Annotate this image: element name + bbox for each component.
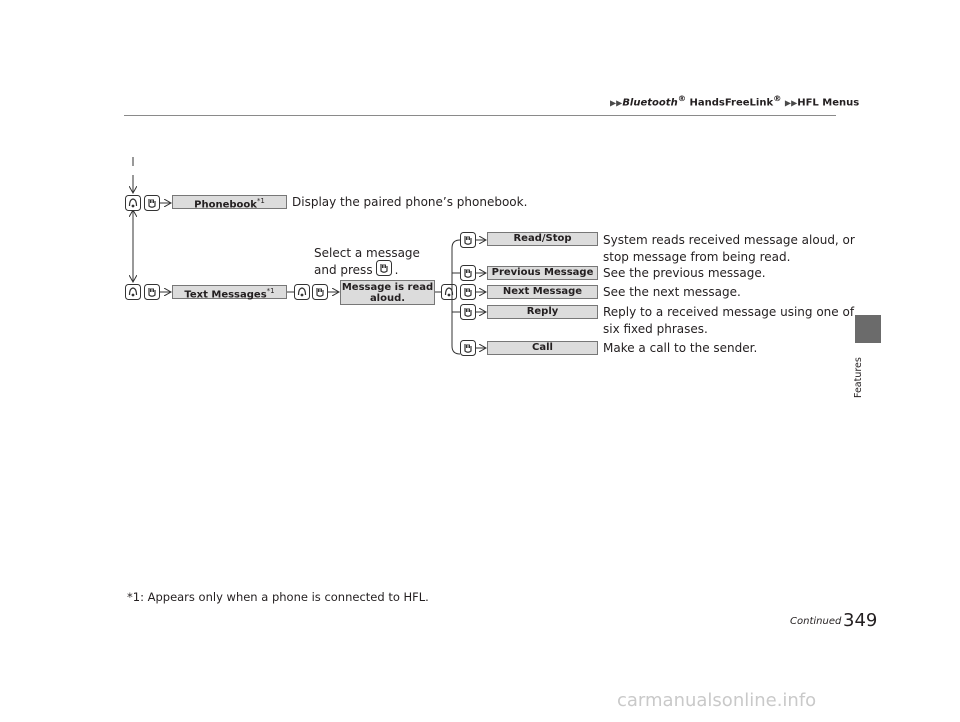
footnote-ref: *1	[256, 197, 265, 205]
hint-line1: Select a message	[314, 246, 420, 260]
option-reply[interactable]: Reply	[487, 305, 598, 319]
message-read-aloud-box	[340, 280, 435, 305]
option-previous-message[interactable]: Previous Message	[487, 266, 598, 280]
option-next-message[interactable]: Next Message	[487, 285, 598, 299]
phonebook-description: Display the paired phone’s phonebook.	[292, 195, 528, 209]
reply-desc-line1: Reply to a received message using one of	[603, 305, 855, 319]
read-stop-desc-line2: stop message from being read.	[603, 250, 791, 264]
reply-description	[603, 304, 854, 338]
select-message-hint	[314, 245, 420, 279]
registered-mark: ®	[677, 93, 687, 103]
reply-desc-line2: six fixed phrases.	[603, 322, 708, 336]
previous-message-description: See the previous message.	[603, 266, 766, 280]
text-messages-label: Text Messages	[184, 289, 267, 301]
next-message-description: See the next message.	[603, 285, 741, 299]
hint-line2	[314, 262, 420, 279]
footnote-ref: *1	[266, 287, 275, 295]
section-label: Features	[853, 357, 864, 398]
option-call[interactable]: Call	[487, 341, 598, 355]
page-number: 349	[843, 610, 878, 631]
registered-mark: ®	[773, 93, 782, 103]
breadcrumb-arrow-icon: ▶▶	[784, 98, 798, 108]
hint-line2-end: .	[394, 263, 399, 277]
message-read-line1: Message is read	[341, 282, 434, 293]
phonebook-label: Phonebook	[194, 199, 257, 211]
read-stop-desc-line1: System reads received message aloud, or	[603, 233, 855, 247]
message-read-line2: aloud.	[369, 293, 406, 304]
footnote: *1: Appears only when a phone is connected to HFL.	[127, 590, 429, 604]
hint-line2-text: and press	[314, 263, 373, 277]
text-messages-menu-item[interactable]	[172, 285, 287, 299]
call-description: Make a call to the sender.	[603, 341, 758, 355]
continued-label: Continued	[790, 616, 842, 627]
phonebook-menu-item[interactable]	[172, 195, 287, 209]
watermark: carmanualsonline.info	[617, 690, 817, 711]
read-stop-description	[603, 232, 855, 266]
option-read-stop[interactable]: Read/Stop	[487, 232, 598, 246]
breadcrumb-hfl-menus: HFL Menus	[797, 97, 860, 109]
breadcrumb-handsfreelink: HandsFreeLink	[686, 97, 774, 109]
breadcrumb-arrow-icon: ▶▶	[610, 98, 623, 108]
breadcrumb-bluetooth: Bluetooth	[622, 97, 678, 109]
